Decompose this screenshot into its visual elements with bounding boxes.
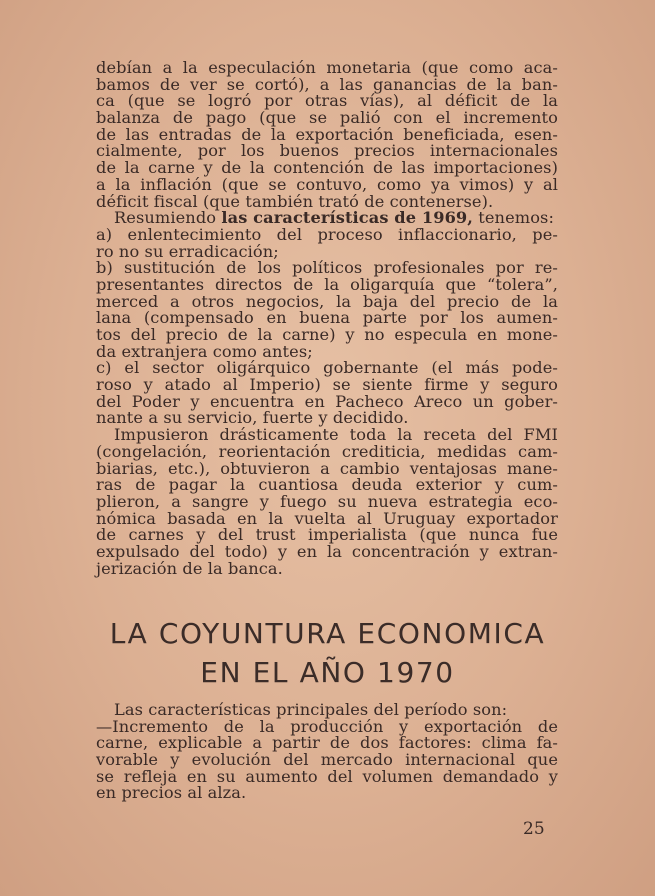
summary-bold: las características de 1969,: [221, 208, 474, 228]
text-line: lana (compensado en buena parte por los aumen-: [96, 308, 558, 328]
text-line: (congelación, reorientación crediticia, medidas cam-: [96, 441, 558, 461]
text-line: da extranjera como antes;: [96, 341, 313, 361]
text-line: balanza de pago (que se palió con el incremento: [96, 108, 558, 128]
section-heading-line-1: LA COYUNTURA ECONOMICA: [109, 617, 546, 650]
text-line: vorable y evolución del mercado internacional que: [96, 750, 558, 770]
text-line: merced a otros negocios, la baja del precio de la: [96, 291, 558, 311]
section-text-block: [96, 702, 558, 802]
text-line: —Incremento de la producción y exportación de: [96, 716, 558, 736]
text-line: biarias, etc.), obtuvieron a cambio ventajosas mane-: [96, 458, 558, 478]
text-line: debían a la especulación monetaria (que como aca-: [96, 58, 558, 77]
text-line: expulsado del todo) y en la concentración y extran-: [96, 541, 558, 561]
text-line: Impusieron drásticamente toda la receta del FMI: [114, 425, 558, 445]
text-line: presentantes directos de la oligarquía que “tolera”,: [96, 274, 558, 294]
text-line: a la inflación (que se contuvo, como ya vimos) y al: [96, 174, 558, 194]
text-line: ro no su erradicación;: [96, 241, 279, 261]
main-text-block: [96, 60, 558, 577]
text-line: b) sustitución de los políticos profesionales por re-: [96, 258, 558, 278]
section-heading-line-2: EN EL AÑO 1970: [200, 656, 455, 689]
text-line: se refleja en su aumento del volumen demandado y: [96, 766, 558, 786]
text-line: a) enlentecimiento del proceso inflaccionario, pe-: [96, 224, 558, 244]
text-line: déficit fiscal (que también trató de contenerse).: [96, 191, 494, 211]
text-line: Las características principales del período son:: [114, 700, 508, 719]
text-line: tos del precio de la carne) y no especula en mone-: [96, 325, 558, 344]
text-line: c) el sector oligárquico gobernante (el más pode-: [96, 358, 558, 378]
text-line: nómica basada en la vuelta al Uruguay exportador: [96, 508, 558, 528]
text-line: nante a su servicio, fuerte y decidido.: [96, 408, 409, 428]
text-line: roso y atado al Imperio) se siente firme y seguro: [96, 375, 558, 395]
summary-suffix: tenemos:: [473, 208, 555, 228]
page-number: 25: [523, 819, 545, 839]
text-line: en precios al alza.: [96, 783, 247, 803]
text-line: carne, explicable a partir de dos factores: clima fa-: [96, 733, 558, 753]
text-line: de carnes y del trust imperialista (que nunca fue: [96, 525, 558, 545]
text-line: plieron, a sangre y fuego su nueva estrategia eco-: [96, 491, 558, 511]
text-line: cialmente, por los buenos precios internacionales: [96, 141, 558, 161]
text-line: bamos de ver se cortó), a las ganancias de la ban-: [96, 74, 558, 94]
text-line: jerización de la banca.: [96, 558, 283, 578]
text-line: de la carne y de la contención de las importaciones): [96, 158, 558, 178]
text-line: del Poder y encuentra en Pacheco Areco un gober-: [96, 391, 558, 411]
text-line: de las entradas de la exportación beneficiada, esen-: [96, 124, 558, 144]
text-line: ca (que se logró por otras vías), al déficit de la: [96, 91, 558, 111]
text-line: ras de pagar la cuantiosa deuda exterior y cum-: [96, 475, 558, 495]
summary-prefix: Resumiendo: [114, 208, 222, 228]
